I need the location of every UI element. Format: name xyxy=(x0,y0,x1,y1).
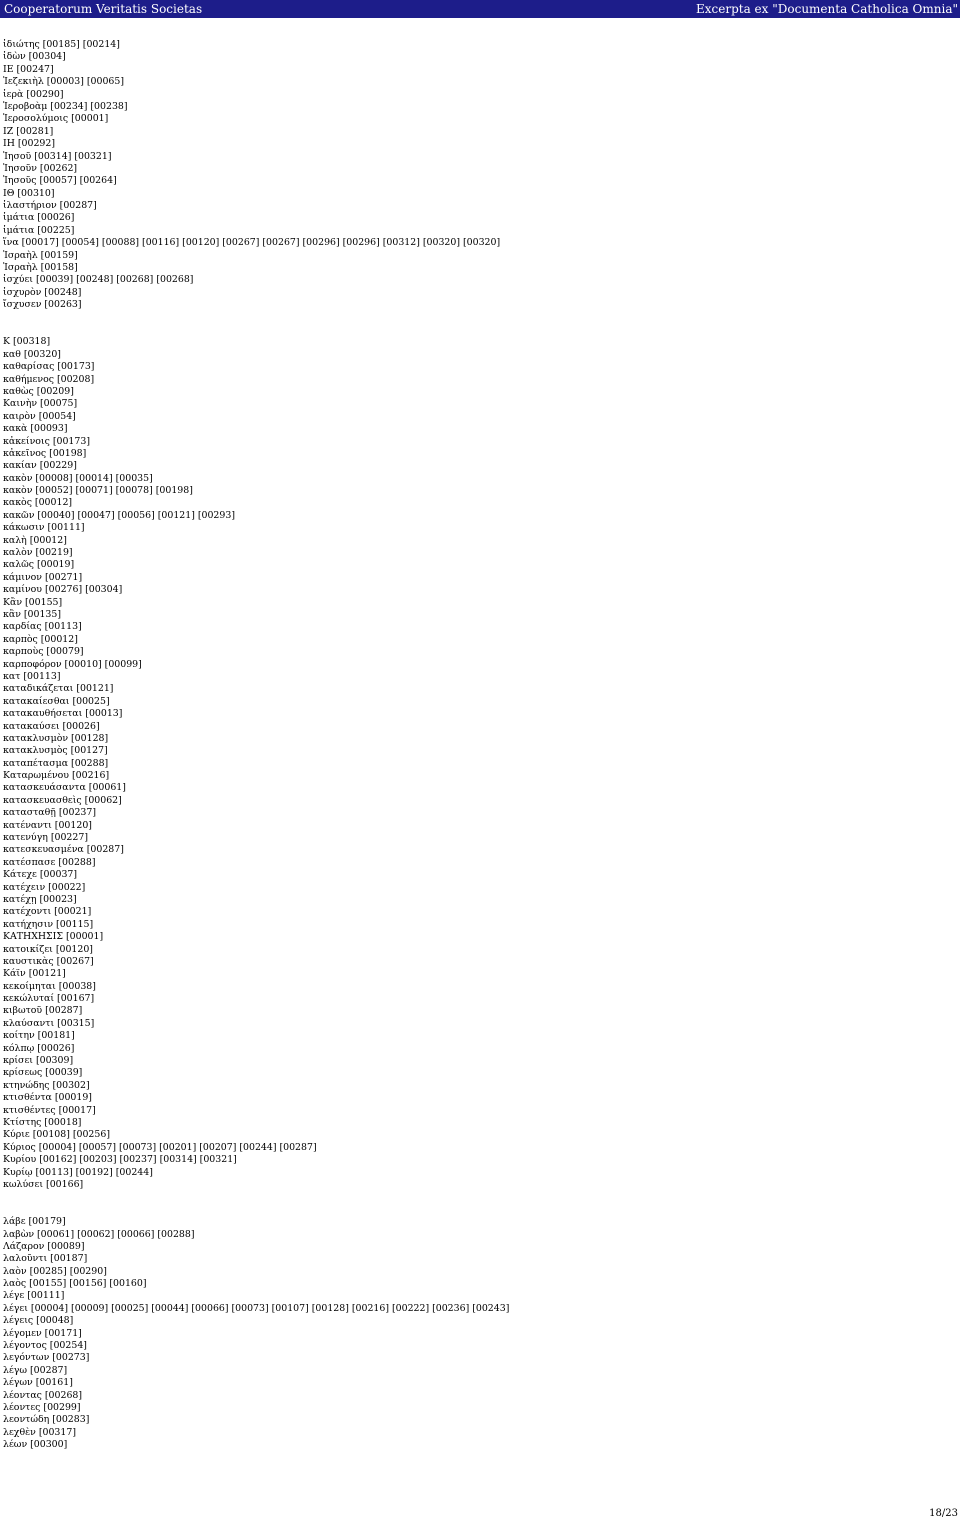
index-entry: κατήχησιν [00115] xyxy=(3,918,94,930)
index-entry: Λάζαρον [00089] xyxy=(3,1240,85,1252)
index-entry: ἰδὼν [00304] xyxy=(3,51,66,63)
index-entry: κατέσπασε [00288] xyxy=(3,856,96,868)
index-entry: λάβε [00179] xyxy=(3,1216,66,1228)
index-entry: κατακαυθήσεται [00013] xyxy=(3,708,123,720)
index-entry: κτισθέντα [00019] xyxy=(3,1092,92,1104)
index-entry: κατέχῃ [00023] xyxy=(3,893,77,905)
index-entry: καθὼς [00209] xyxy=(3,385,74,397)
index-entry: καρπὸς [00012] xyxy=(3,633,78,645)
index-entry: κακὸν [00052] [00071] [00078] [00198] xyxy=(3,485,193,497)
index-entry: κιβωτοῦ [00287] xyxy=(3,1005,83,1017)
index-entry: κόλπῳ [00026] xyxy=(3,1042,75,1054)
index-entry: κατακλυσμὸν [00128] xyxy=(3,732,109,744)
index-entry: κἀκεῖνος [00198] xyxy=(3,447,87,459)
index-entry: κατοικίζει [00120] xyxy=(3,943,93,955)
page-header xyxy=(0,0,960,18)
index-entry: κατ [00113] xyxy=(3,670,61,682)
index-entry: κρίσεως [00039] xyxy=(3,1067,83,1079)
header-site-name: Cooperatorum Veritatis Societas xyxy=(4,2,203,16)
index-entry: ΙΖ [00281] xyxy=(3,125,54,137)
index-entry: ἱλαστήριον [00287] xyxy=(3,200,97,212)
index-entry: ΙΘ [00310] xyxy=(3,187,55,199)
index-entry: κεκώλυταί [00167] xyxy=(3,993,95,1005)
index-entry: Ἰησοῦ [00314] [00321] xyxy=(3,150,112,162)
index-entry: καθ [00320] xyxy=(3,348,61,360)
index-entry: κατασκευασθεὶς [00062] xyxy=(3,794,122,806)
index-entry: κακίαν [00229] xyxy=(3,460,77,472)
index-entry: λέοντας [00268] xyxy=(3,1389,83,1401)
index-entry: καρποφόρον [00010] [00099] xyxy=(3,658,142,670)
index-entry: Κάτεχε [00037] xyxy=(3,869,78,881)
index-entry: Ἱεροσολύμοις [00001] xyxy=(3,113,109,125)
index-entry: καυστικὰς [00267] xyxy=(3,955,94,967)
index-entry: κατέχοντι [00021] xyxy=(3,906,92,918)
index-entry: ἱερὰ [00290] xyxy=(3,88,64,100)
index-entry: ἰσχύει [00039] [00248] [00268] [00268] xyxy=(3,274,194,286)
index-entry: ΚΑΤΗΧΗΣΙΣ [00001] xyxy=(3,931,104,943)
index-entry: καλῶς [00019] xyxy=(3,559,75,571)
index-group xyxy=(3,336,953,1191)
index-entry: λέγοντος [00254] xyxy=(3,1340,87,1352)
index-entry: Ἰσραὴλ [00158] xyxy=(3,262,78,274)
index-entry: Ἰσραὴλ [00159] xyxy=(3,249,78,261)
index-entry: Καινὴν [00075] xyxy=(3,398,78,410)
index-entry: λέγε [00111] xyxy=(3,1290,65,1302)
index-entry: καιρὸν [00054] xyxy=(3,410,76,422)
index-entry: Ἱεροβοὰμ [00234] [00238] xyxy=(3,100,128,112)
index-entry: κατεσκευασμένα [00287] xyxy=(3,844,124,856)
index-entry: κεκοίμηται [00038] xyxy=(3,980,96,992)
index-entry: ἵνα [00017] [00054] [00088] [00116] [00120] [00267] [00267] [00296] [00296] [00312] [00320] [00320] xyxy=(3,237,501,249)
index-entry: λεγόντων [00273] xyxy=(3,1352,90,1364)
index-entry: κάκωσιν [00111] xyxy=(3,522,85,534)
header-source-title: Excerpta ex "Documenta Catholica Omnia" xyxy=(696,2,958,16)
index-entry: κτισθέντες [00017] xyxy=(3,1104,96,1116)
index-entry: Κυρίου [00162] [00203] [00237] [00314] [00321] xyxy=(3,1154,237,1166)
index-entry: Κυρίῳ [00113] [00192] [00244] xyxy=(3,1166,153,1178)
page-number: 18/23 xyxy=(929,1508,958,1519)
index-entry: κατασκευάσαντα [00061] xyxy=(3,782,126,794)
index-entry: ΙΗ [00292] xyxy=(3,138,55,150)
index-group xyxy=(3,39,953,312)
word-index xyxy=(3,39,953,1452)
index-group xyxy=(3,1216,953,1451)
index-entry: καθήμενος [00208] xyxy=(3,373,95,385)
index-entry: κατασταθῇ [00237] xyxy=(3,807,97,819)
index-entry: Ἰησοῦς [00057] [00264] xyxy=(3,175,117,187)
index-entry: Κύριος [00004] [00057] [00073] [00201] [00207] [00244] [00287] xyxy=(3,1141,317,1153)
index-entry: κατέναντι [00120] xyxy=(3,819,92,831)
index-entry: Κ [00318] xyxy=(3,336,51,348)
index-entry: κοίτην [00181] xyxy=(3,1030,75,1042)
index-entry: Ἰεζεκιὴλ [00003] [00065] xyxy=(3,76,125,88)
index-entry: λαὸς [00155] [00156] [00160] xyxy=(3,1278,147,1290)
index-entry: Κύριε [00108] [00256] xyxy=(3,1129,110,1141)
index-entry: λέγω [00287] xyxy=(3,1364,68,1376)
index-entry: κἀκείνοις [00173] xyxy=(3,435,90,447)
index-entry: Κτίστης [00018] xyxy=(3,1117,82,1128)
index-entry: λέων [00300] xyxy=(3,1439,68,1451)
index-entry: ἴσχυσεν [00263] xyxy=(3,299,82,311)
index-entry: κατακλυσμὸς [00127] xyxy=(3,745,108,757)
index-entry: κἂν [00135] xyxy=(3,608,62,620)
index-entry: κατενύγη [00227] xyxy=(3,832,88,844)
index-entry: κακὸν [00008] [00014] [00035] xyxy=(3,472,153,484)
index-entry: κακὰ [00093] xyxy=(3,423,68,435)
index-entry: καλὴ [00012] xyxy=(3,534,67,546)
index-entry: ἰδιώτης [00185] [00214] xyxy=(3,39,120,50)
index-entry: κλαύσαντι [00315] xyxy=(3,1017,95,1029)
index-entry: λέγεις [00048] xyxy=(3,1315,74,1327)
index-entry: ἱμάτια [00026] xyxy=(3,212,75,224)
index-entry: λαὸν [00285] [00290] xyxy=(3,1265,107,1277)
index-entry: λαβὼν [00061] [00062] [00066] [00288] xyxy=(3,1228,195,1240)
index-entry: καταπέτασμα [00288] xyxy=(3,757,109,769)
index-entry: λεχθὲν [00317] xyxy=(3,1426,76,1438)
index-entry: λεοντώδη [00283] xyxy=(3,1414,90,1426)
index-entry: καμίνου [00276] [00304] xyxy=(3,584,123,596)
index-entry: Ἰησοῦν [00262] xyxy=(3,162,78,174)
index-entry: κατακαύσει [00026] xyxy=(3,720,100,732)
index-entry: καρποὺς [00079] xyxy=(3,646,84,658)
index-entry: λέγων [00161] xyxy=(3,1377,73,1389)
index-entry: κάμινον [00271] xyxy=(3,571,83,583)
index-entry: καλὸν [00219] xyxy=(3,547,73,559)
index-entry: κατακαίεσθαι [00025] xyxy=(3,695,110,707)
index-entry: καρδίας [00113] xyxy=(3,621,82,633)
index-entry: ἰσχυρὸν [00248] xyxy=(3,286,82,298)
index-entry: λέγει [00004] [00009] [00025] [00044] [00066] [00073] [00107] [00128] [00216] [00222] [00236] [00243] xyxy=(3,1302,510,1314)
index-entry: κακῶν [00040] [00047] [00056] [00121] [00293] xyxy=(3,509,235,521)
index-entry: ἱμάτια [00225] xyxy=(3,224,75,236)
index-entry: κρίσει [00309] xyxy=(3,1055,74,1067)
index-entry: κτηνώδης [00302] xyxy=(3,1079,90,1091)
index-entry: καθαρίσας [00173] xyxy=(3,361,95,373)
index-entry: λέγομεν [00171] xyxy=(3,1327,82,1339)
index-entry: κατέχειν [00022] xyxy=(3,881,86,893)
index-entry: Κἂν [00155] xyxy=(3,596,63,608)
index-entry: λέοντες [00299] xyxy=(3,1402,81,1413)
index-entry: καταδικάζεται [00121] xyxy=(3,683,114,695)
index-entry: κωλύσει [00166] xyxy=(3,1178,84,1190)
index-entry: λαλοῦντι [00187] xyxy=(3,1253,88,1265)
index-entry: Κάϊν [00121] xyxy=(3,968,66,980)
index-entry: Καταρωμένου [00216] xyxy=(3,770,110,782)
index-entry: κακὸς [00012] xyxy=(3,497,73,509)
index-entry: ΙΕ [00247] xyxy=(3,63,54,75)
